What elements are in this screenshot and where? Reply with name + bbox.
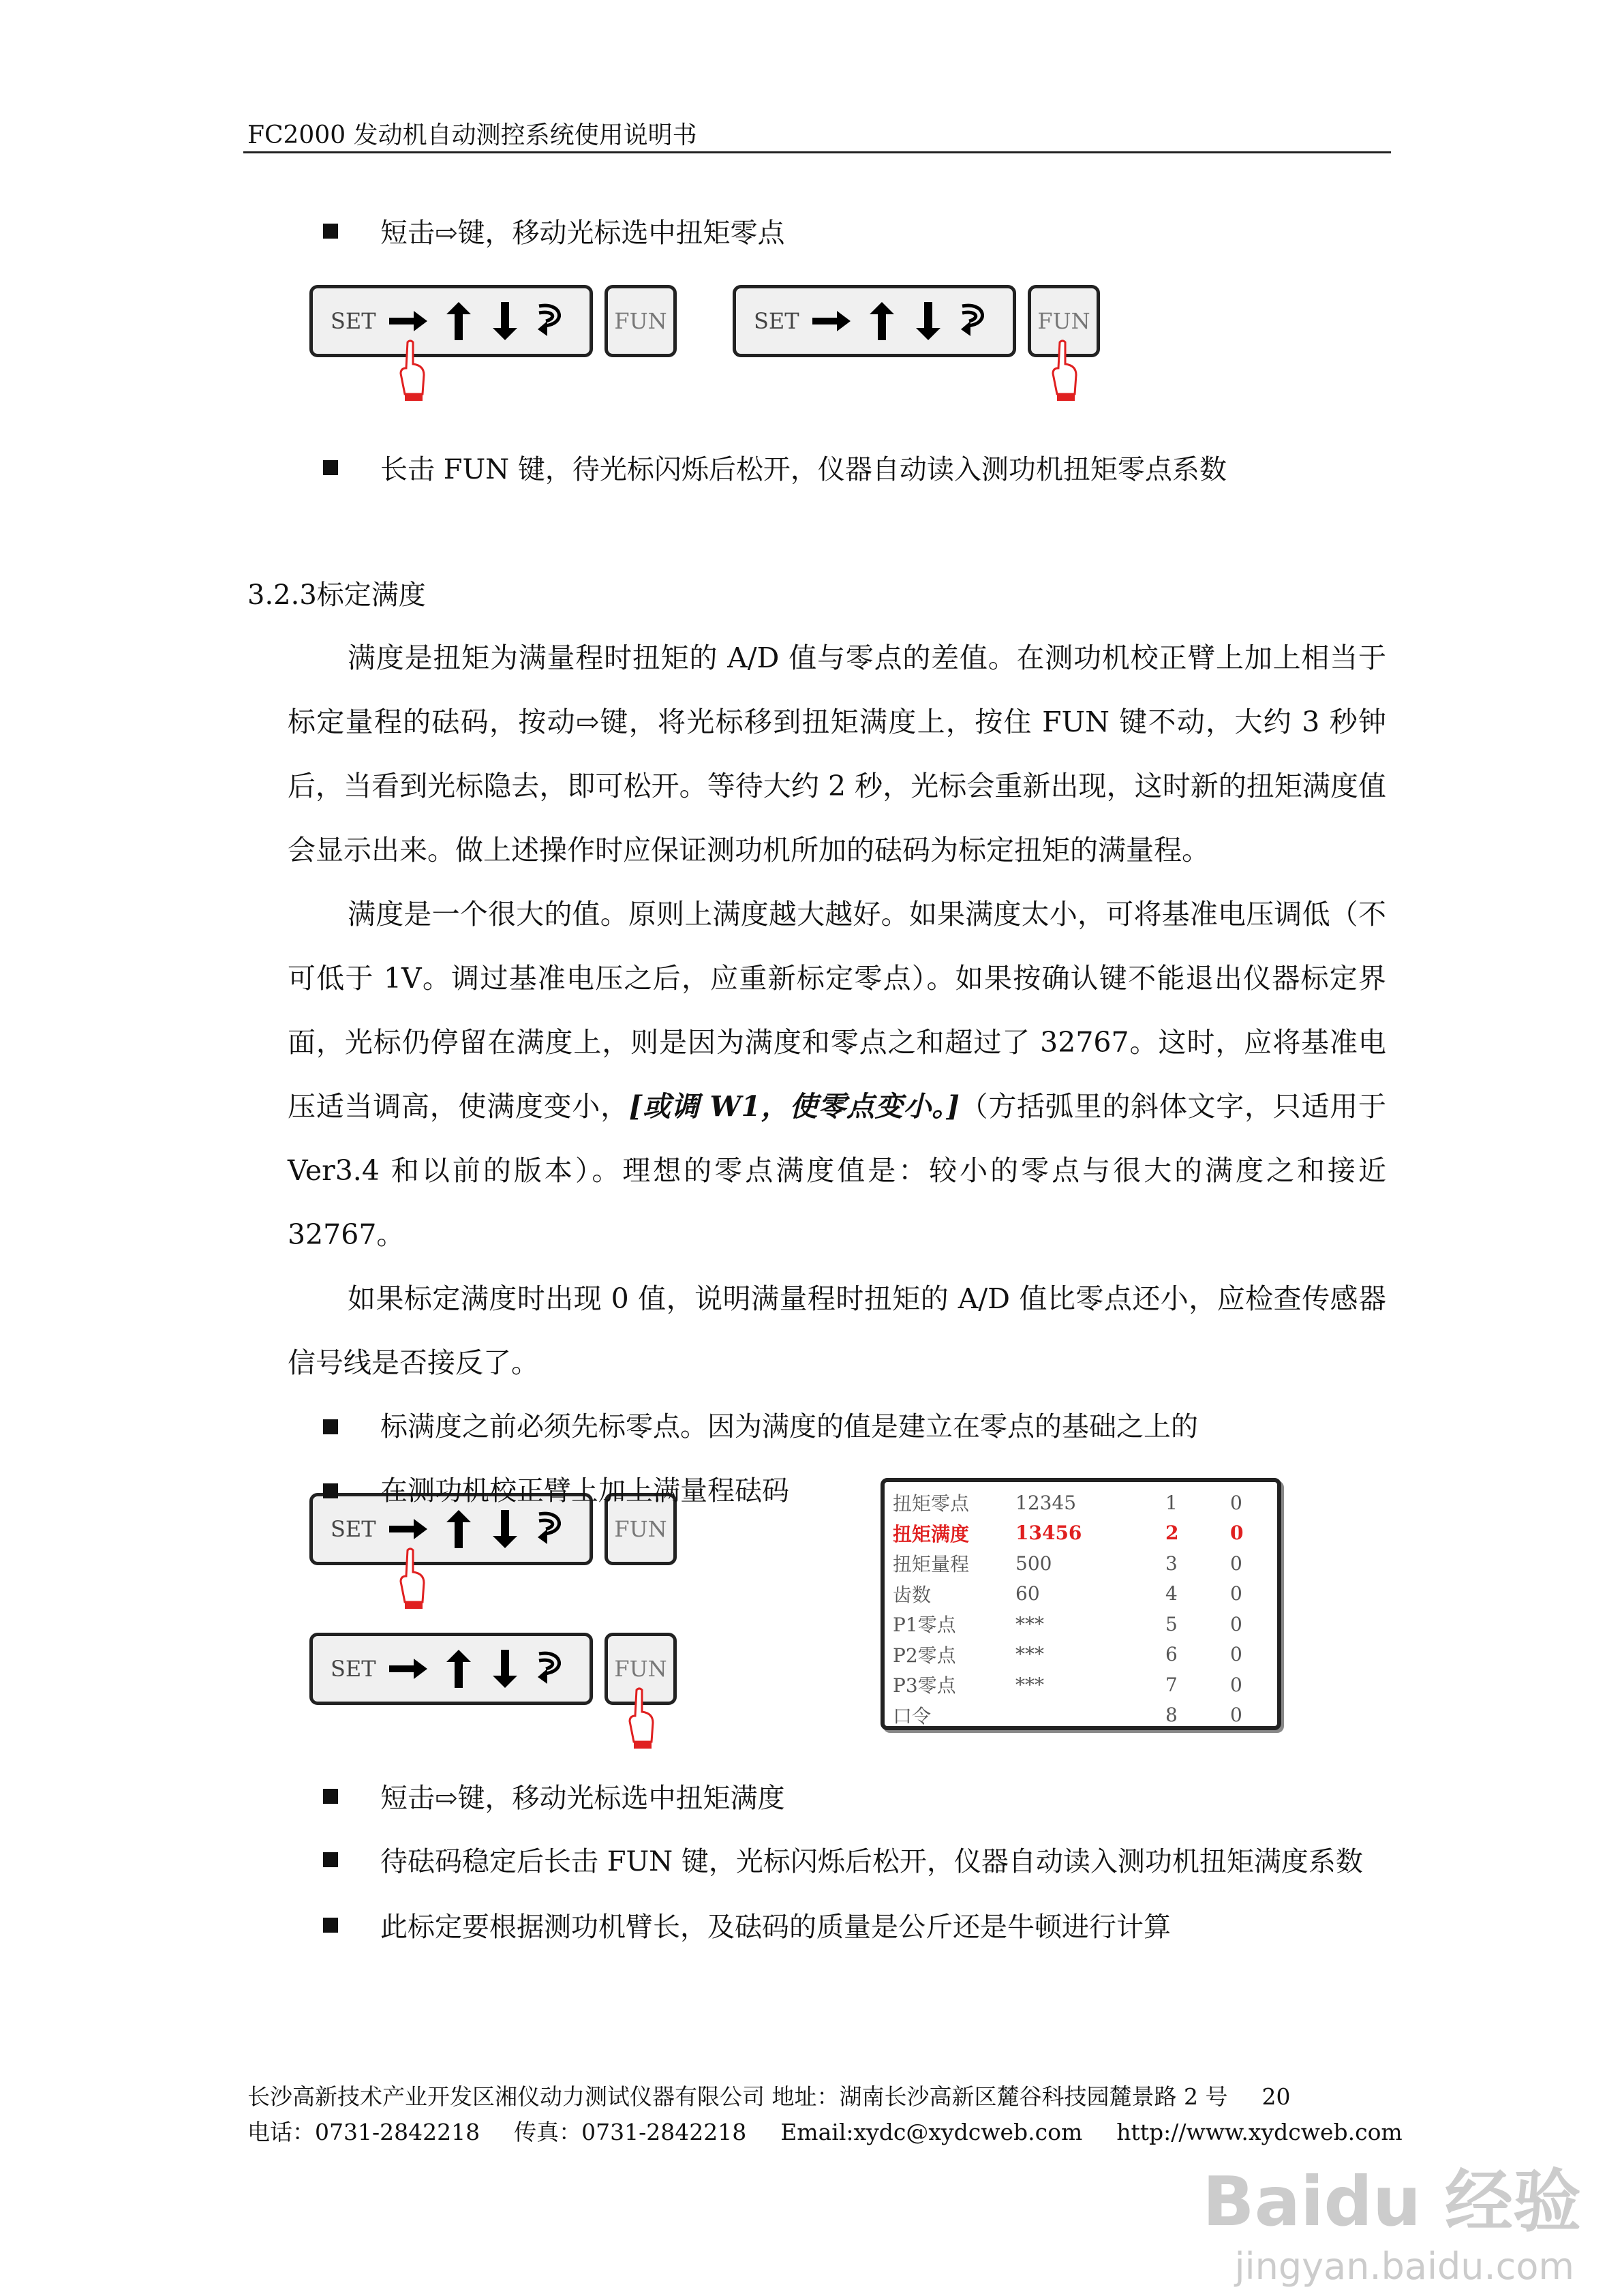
panel-cell-name: P2零点 xyxy=(893,1644,956,1667)
right-key[interactable] xyxy=(388,307,429,335)
set-key[interactable]: SET xyxy=(331,1516,376,1542)
panel-row xyxy=(893,1609,1274,1639)
panel-cell-idx: 4 xyxy=(1165,1582,1178,1605)
section-heading: 3.2.3标定满度 xyxy=(247,579,426,611)
arrow-down-icon xyxy=(915,301,942,342)
pointing-hand-icon xyxy=(1049,339,1079,402)
footer-line-2 xyxy=(247,2115,1406,2150)
bullet-text: 长击 FUN 键，待光标闪烁后松开，仪器自动读入测功机扭矩零点系数 xyxy=(380,454,1227,485)
bullet-text: 在测功机校正臂上加上满量程砝码 xyxy=(380,1475,789,1507)
panel-cell-v: 0 xyxy=(1230,1704,1242,1726)
right-key[interactable] xyxy=(388,1655,429,1682)
bullet-square-icon xyxy=(323,224,338,239)
bullet-square-icon xyxy=(323,1419,338,1434)
bullet-item xyxy=(323,211,785,250)
paragraph xyxy=(288,882,1386,1267)
header-rule xyxy=(243,151,1391,153)
arrow-up-icon xyxy=(868,301,896,342)
document-header-title: FC2000 发动机自动测控系统使用说明书 xyxy=(247,121,697,149)
panel-row xyxy=(893,1640,1274,1670)
bullet-text: 标满度之前必须先标零点。因为满度的值是建立在零点的基础之上的 xyxy=(380,1411,1198,1442)
panel-cell-name: 齿数 xyxy=(893,1583,932,1606)
arrow-right-icon xyxy=(811,307,852,335)
bullet-text: 短击⇨键，移动光标选中扭矩满度 xyxy=(380,1783,785,1814)
footer-phone: 电话：0731-2842218 xyxy=(247,2119,480,2145)
up-key[interactable] xyxy=(445,1648,472,1689)
down-key[interactable] xyxy=(491,301,519,342)
panel-cell-idx: 5 xyxy=(1165,1612,1178,1635)
panel-cell-value: *** xyxy=(1015,1643,1044,1665)
enter-key[interactable] xyxy=(957,302,988,340)
pointing-hand-icon xyxy=(397,1547,427,1610)
panel-row xyxy=(893,1670,1274,1700)
arrow-right-icon xyxy=(388,307,429,335)
footer-fax: 传真：0731-2842218 xyxy=(514,2119,747,2145)
bullet-item xyxy=(323,448,1227,487)
panel-cell-v: 0 xyxy=(1230,1582,1242,1605)
panel-cell-name: P3零点 xyxy=(893,1674,956,1697)
panel-row xyxy=(893,1487,1274,1517)
italic-note: [或调 W1，使零点变小。] xyxy=(628,1090,960,1123)
panel-cell-idx: 3 xyxy=(1165,1552,1178,1575)
bullet-text: 短击⇨键，移动光标选中扭矩零点 xyxy=(380,217,785,249)
panel-cell-value: 12345 xyxy=(1015,1491,1077,1514)
panel-cell-value: *** xyxy=(1015,1612,1044,1635)
up-key[interactable] xyxy=(868,301,896,342)
bullet-square-icon xyxy=(323,1852,338,1867)
arrow-right-icon xyxy=(388,1655,429,1682)
bullet-text: 此标定要根据测功机臂长，及砝码的质量是公斤还是牛顿进行计算 xyxy=(380,1912,1171,1943)
fun-key[interactable]: FUN xyxy=(605,1493,677,1565)
pointing-hand-icon xyxy=(397,339,427,402)
panel-cell-idx: 7 xyxy=(1165,1673,1178,1696)
bullet-item xyxy=(323,1840,1363,1879)
set-key[interactable]: SET xyxy=(331,308,376,334)
panel-cell-v: 0 xyxy=(1230,1612,1242,1635)
panel-cell-v: 0 xyxy=(1230,1552,1242,1575)
keypad xyxy=(309,285,593,357)
panel-cell-name: 扭矩量程 xyxy=(893,1553,970,1575)
panel-cell-v: 0 xyxy=(1230,1522,1244,1544)
section-body xyxy=(247,576,1392,1523)
panel-cell-v: 0 xyxy=(1230,1673,1242,1696)
keypad xyxy=(733,285,1016,357)
watermark-url: jingyan.baidu.com xyxy=(1234,2245,1574,2288)
return-icon xyxy=(534,1650,565,1688)
up-key[interactable] xyxy=(445,301,472,342)
panel-cell-idx: 1 xyxy=(1165,1491,1178,1514)
set-key[interactable]: SET xyxy=(754,308,799,334)
instrument-display-panel xyxy=(881,1478,1281,1730)
return-icon xyxy=(534,302,565,340)
fun-key[interactable]: FUN xyxy=(1028,285,1100,357)
panel-row xyxy=(893,1579,1274,1609)
footer-email[interactable]: Email:xydc@xydcweb.com xyxy=(780,2119,1083,2145)
panel-cell-name: 扭矩满度 xyxy=(893,1522,970,1545)
footer-address: 长沙高新技术产业开发区湘仪动力测试仪器有限公司 地址：湖南长沙高新区麓谷科技园麓景路 2 号 xyxy=(247,2083,1228,2110)
panel-cell-value: 13456 xyxy=(1015,1522,1082,1544)
panel-cell-idx: 8 xyxy=(1165,1704,1178,1726)
panel-cell-name: 口令 xyxy=(893,1704,932,1727)
bullet-square-icon xyxy=(323,1483,338,1498)
panel-cell-value: *** xyxy=(1015,1673,1044,1696)
panel-cell-v: 0 xyxy=(1230,1491,1242,1514)
bullet-text: 待砝码稳定后长击 FUN 键，光标闪烁后松开，仪器自动读入测功机扭矩满度系数 xyxy=(380,1846,1363,1877)
paragraph-text: 满度是一个很大的值。原则上满度越大越好。如果满度太小，可将基准电压调低（不可低于 1V。调过基准电压之后，应重新标定零点）。如果按确认键不能退出仪器标定界面，光标仍停留在满度上，则是因为满度和零点之和超过了 32767。这时，应将基准电压适当调高，使满度变小， xyxy=(288,898,1386,1123)
pointing-hand-icon xyxy=(626,1687,656,1750)
panel-row xyxy=(893,1518,1274,1548)
fun-key[interactable]: FUN xyxy=(605,285,677,357)
panel-cell-name: P1零点 xyxy=(893,1614,956,1636)
return-icon xyxy=(957,302,988,340)
bullet-square-icon xyxy=(323,1918,338,1933)
fun-key[interactable]: FUN xyxy=(605,1633,677,1705)
arrow-down-icon xyxy=(491,301,519,342)
panel-cell-name: 扭矩零点 xyxy=(893,1492,970,1515)
footer-line-1 xyxy=(247,2079,1406,2115)
panel-cell-idx: 6 xyxy=(1165,1643,1178,1665)
bullet-square-icon xyxy=(323,460,338,475)
down-key[interactable] xyxy=(915,301,942,342)
panel-row xyxy=(893,1548,1274,1578)
footer-url[interactable]: http://www.xydcweb.com xyxy=(1116,2119,1403,2145)
bullet-item xyxy=(323,1777,785,1815)
set-key[interactable]: SET xyxy=(331,1656,376,1682)
arrow-up-icon xyxy=(445,301,472,342)
enter-key[interactable] xyxy=(534,302,565,340)
bullet-item xyxy=(323,1395,1392,1459)
panel-row xyxy=(893,1700,1274,1730)
panel-cell-v: 0 xyxy=(1230,1643,1242,1665)
baidu-watermark: Baidu 经验 xyxy=(1202,2162,1581,2241)
panel-cell-idx: 2 xyxy=(1165,1522,1179,1544)
enter-key[interactable] xyxy=(534,1650,565,1688)
bullet-square-icon xyxy=(323,1789,338,1804)
panel-cell-value: 60 xyxy=(1015,1582,1040,1605)
paragraph-text: （方括弧里的斜体文字，只适用于 Ver3.4 和以前的版本）。理想的零点满度值是：较小的零点与很大的满度之和接近 32767。 xyxy=(288,1090,1386,1251)
keypad xyxy=(309,1633,593,1705)
page-number: 20 xyxy=(1261,2083,1291,2110)
down-key[interactable] xyxy=(491,1648,519,1689)
arrow-up-icon xyxy=(445,1648,472,1689)
paragraph: 满度是扭矩为满量程时扭矩的 A/D 值与零点的差值。在测功机校正臂上加上相当于标定量程的砝码，按动⇨键，将光标移到扭矩满度上，按住 FUN 键不动，大约 3 秒钟后，当看到光标隐去，即可松开。等待大约 2 秒，光标会重新出现，这时新的扭矩满度值会显示出来。做上述操作时应保证测功机所加的砝码为标定扭矩的满量程。 xyxy=(288,641,1386,866)
paragraph: 如果标定满度时出现 0 值，说明满量程时扭矩的 A/D 值比零点还小，应检查传感器信号线是否接反了。 xyxy=(288,1282,1386,1379)
page-footer xyxy=(247,2079,1406,2150)
panel-cell-value: 500 xyxy=(1015,1552,1052,1575)
arrow-down-icon xyxy=(491,1648,519,1689)
right-key[interactable] xyxy=(811,307,852,335)
bullet-item xyxy=(323,1905,1171,1944)
